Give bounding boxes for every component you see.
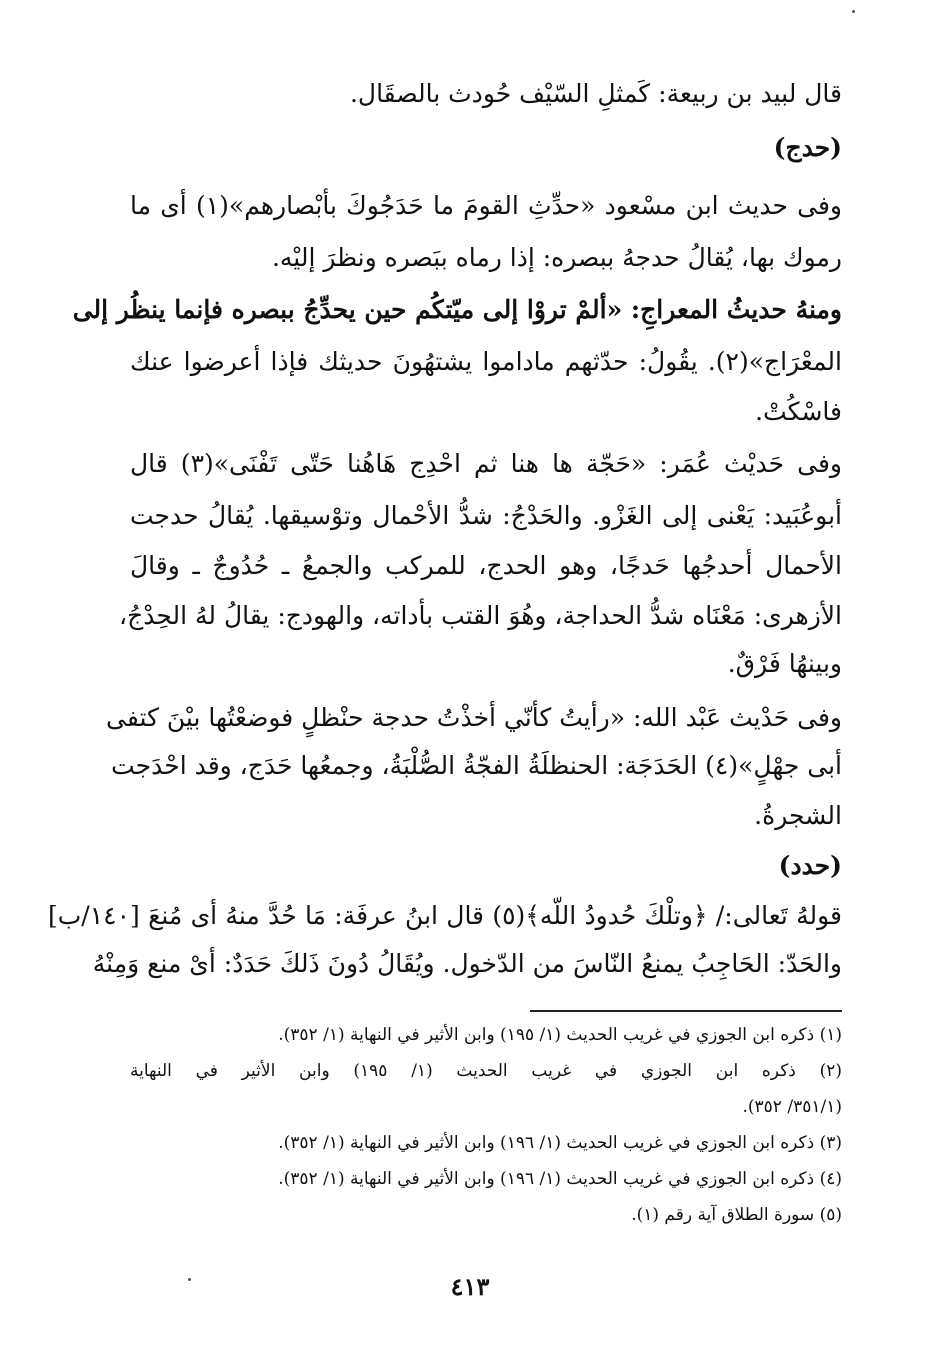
- body-line: وفى حَديْث عُمَر: «حَجّة ها هنا ثم احْدِج هَاهُنا حَتّى تَفْنَى»(٣) قال: [130, 449, 842, 478]
- section-heading-hdd: (حدد): [778, 851, 842, 880]
- body-line: رموك بها، يُقالُ حدجهُ ببصره: إذا رماه ببَصره ونظرَ إليْه.: [271, 243, 842, 272]
- scan-speck: [188, 1278, 191, 1281]
- body-line: فاسْكُتْ.: [755, 397, 842, 426]
- body-line: الأزهرى: مَعْنَاه شدُّ الحداجة، وهُوَ القتب بأداته، والهودج: يقالُ لهُ الحِدْجُ،: [119, 601, 842, 630]
- body-line: قال لبيد بن ربيعة: كَمثلِ السّيْف حُودث بالصقَال.: [349, 79, 842, 108]
- body-line: الأحمال أحدجُها حَدجًا، وهو الحدج، للمركب والجمعُ ـ حُدُوجٌ ـ وقالَ: [130, 551, 842, 580]
- body-line: ومنهُ حديثُ المعراجِ: «ألمْ تروْا إلى ميّتكُم حين يحدِّجُ ببصره فإنما ينظُر إلى: [72, 295, 842, 324]
- page-number: ٤١٣: [450, 1272, 490, 1301]
- footnote: (٥) سورة الطلاق آية رقم (١).: [631, 1205, 842, 1225]
- body-line: وفى حَدْيث عَبْد الله: «رأيتُ كأنّي أخذْتُ حدجة حنْظلٍ فوضعْتُها بيْنَ كتفى: [106, 703, 842, 732]
- footnote: (٣٥١/١/ ٣٥٢).: [742, 1097, 842, 1117]
- body-line: المعْرَاج»(٢). يقُولُ: حدّثهم ماداموا يشتهُونَ حديثك فإذا أعرضوا عنك: [130, 347, 842, 376]
- footnote: (١) ذكره ابن الجوزي في غريب الحديث (١/ ١٩٥) وابن الأثير في النهاية (١/ ٣٥٢).: [278, 1025, 842, 1045]
- body-line: والحَدّ: الحَاجِبُ يمنعُ النّاسَ من الدّخول. ويُقَالُ دُونَ ذَلكَ حَدَدٌ: أىْ منع وَمِنْهُ: [92, 949, 842, 978]
- scan-speck: [852, 10, 855, 13]
- body-line: أبوعُبَيد: يَعْنى إلى الغَزْو. والحَدْجُ: شدُّ الأحْمال وتوْسيقها. يُقالُ حدجت: [130, 501, 842, 530]
- body-line: وفى حديث ابن مسْعود «حدِّثِ القومَ ما حَدَجُوكَ بأبْصارهم»(١) أى ما: [130, 191, 842, 220]
- footnote: (٣) ذكره ابن الجوزي في غريب الحديث (١/ ١٩٦) وابن الأثير في النهاية (١/ ٣٥٢).: [278, 1133, 842, 1153]
- footnote-divider: [530, 1010, 842, 1012]
- body-line: قولهُ تَعالى:/ ﴿وتلْكَ حُدودُ اللّه﴾(٥) قال ابنُ عرفَة: مَا حُدَّ منهُ أى مُنعَ [١٤٠/ب]: [48, 901, 842, 930]
- footnote: (٤) ذكره ابن الجوزي في غريب الحديث (١/ ١٩٦) وابن الأثير في النهاية (١/ ٣٥٢).: [278, 1169, 842, 1189]
- body-line: وبينهُا فَرْقٌ.: [727, 649, 842, 678]
- footnote: (٢) ذكره ابن الجوزي في غريب الحديث (١/ ١٩٥) وابن الأثير في النهاية: [130, 1061, 843, 1081]
- section-heading-hdj: (حدج): [773, 133, 842, 162]
- body-line: الشجرةُ.: [754, 801, 842, 830]
- body-line: أبى جهْلٍ»(٤) الحَدَجَة: الحنظلَةُ الفجّةُ الصُّلْبَةُ، وجمعُها حَدَج، وقد احْدَجت: [111, 751, 842, 780]
